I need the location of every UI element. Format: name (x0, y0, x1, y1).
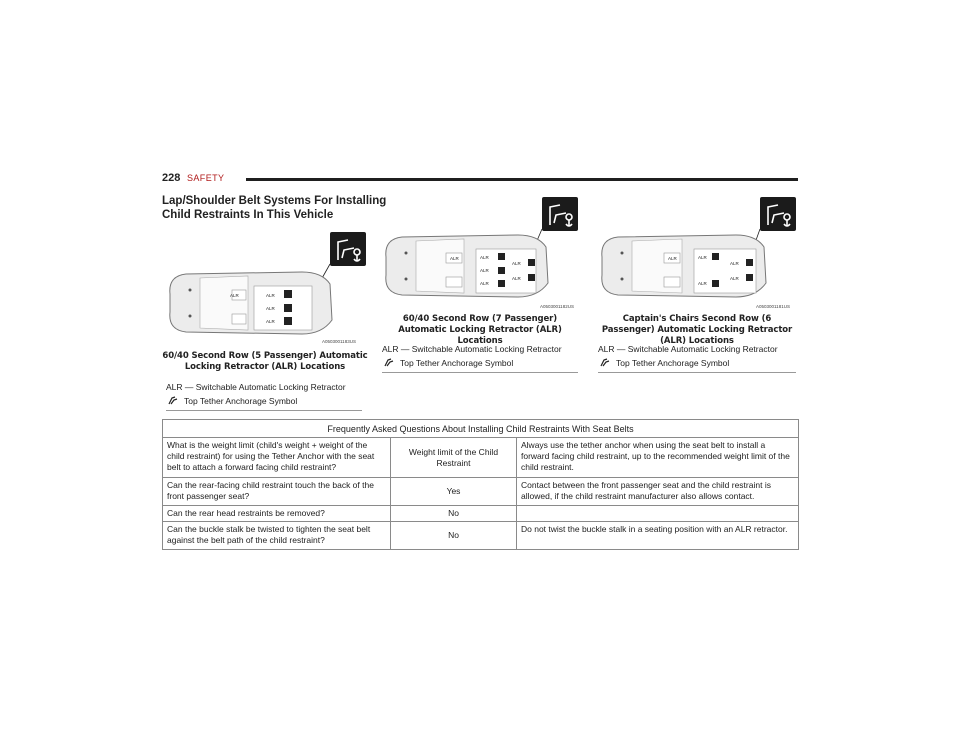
seat-label: ALR (230, 293, 239, 298)
page-header (162, 172, 798, 188)
figure-caption: 60/40 Second Row (5 Passenger) Automatic Locking Retractor (ALR) Locations (162, 351, 368, 372)
header-rule (246, 178, 798, 181)
figure-7-passenger (380, 195, 580, 313)
faq-answer: Yes (391, 478, 517, 506)
faq-answer: No (391, 522, 517, 550)
faq-note: Contact between the front passenger seat and the child restraint is allowed, if the child restraint manufacturer also allows contact. (517, 478, 799, 506)
faq-note: Do not twist the buckle stalk in a seating position with an ALR retractor. (517, 522, 799, 550)
faq-answer: Weight limit of the Child Restraint (391, 438, 517, 478)
car-diagram-5-passenger (162, 228, 368, 346)
figure-legend (382, 342, 578, 373)
figure-5-passenger (162, 228, 368, 346)
tether-symbol-icon (168, 396, 179, 405)
legend-tether-row (166, 394, 362, 408)
legend-divider (598, 372, 796, 373)
seat-label: ALR (450, 256, 459, 261)
figure-code: A0503001181US (756, 304, 790, 309)
section-name: SAFETY (187, 173, 225, 183)
legend-divider (166, 410, 362, 411)
figure-6-passenger (596, 195, 798, 313)
figure-caption: 60/40 Second Row (7 Passenger) Automatic Locking Retractor (ALR) Locations (398, 314, 562, 346)
faq-question: Can the rear head restraints be removed? (163, 506, 391, 522)
figure-code: A0503001183US (322, 339, 356, 344)
seat-label: ALR (512, 261, 521, 266)
legend-divider (382, 372, 578, 373)
legend-alr: ALR — Switchable Automatic Locking Retractor (166, 382, 346, 392)
figure-legend (166, 380, 362, 411)
faq-answer: No (391, 506, 517, 522)
seat-label: ALR (668, 256, 677, 261)
table-row (163, 522, 799, 550)
figure-caption: Captain's Chairs Second Row (6 Passenger) Automatic Locking Retractor (ALR) Locations (601, 314, 793, 346)
table-row (163, 506, 799, 522)
tether-symbol-icon (600, 358, 611, 367)
seat-label: ALR (698, 281, 707, 286)
seat-label: ALR (266, 293, 275, 298)
table-row (163, 438, 799, 478)
page-number: 228 (162, 172, 181, 184)
legend-alr: ALR — Switchable Automatic Locking Retractor (382, 344, 562, 354)
seat-label: ALR (480, 268, 489, 273)
seat-label: ALR (480, 255, 489, 260)
seat-label: ALR (512, 276, 521, 281)
faq-table-title: Frequently Asked Questions About Installing Child Restraints With Seat Belts (163, 420, 799, 438)
tether-symbol-icon (384, 358, 395, 367)
faq-note (517, 506, 799, 522)
table-row (163, 478, 799, 506)
seat-label: ALR (698, 255, 707, 260)
legend-tether-label: Top Tether Anchorage Symbol (400, 358, 514, 368)
seat-label: ALR (480, 281, 489, 286)
faq-note: Always use the tether anchor when using the seat belt to install a forward facing child restraint, up to the recommended weight limit of the child restraint. (517, 438, 799, 478)
section-title: Lap/Shoulder Belt Systems For Installing Child Restraints In This Vehicle (162, 195, 387, 221)
figure-code: A0503001182US (540, 304, 574, 309)
legend-tether-label: Top Tether Anchorage Symbol (616, 358, 730, 368)
faq-table (162, 419, 799, 550)
seat-label: ALR (266, 319, 275, 324)
legend-tether-row (382, 356, 578, 370)
car-diagram-6-passenger (596, 195, 798, 313)
legend-tether-row (598, 356, 796, 370)
faq-question: Can the rear-facing child restraint touch the back of the front passenger seat? (163, 478, 391, 506)
car-diagram-7-passenger (380, 195, 580, 313)
legend-tether-label: Top Tether Anchorage Symbol (184, 396, 298, 406)
seat-label: ALR (730, 261, 739, 266)
seat-label: ALR (730, 276, 739, 281)
faq-question: Can the buckle stalk be twisted to tighten the seat belt against the belt path of the child restraint? (163, 522, 391, 550)
seat-label: ALR (266, 306, 275, 311)
figure-legend (598, 342, 796, 373)
legend-alr: ALR — Switchable Automatic Locking Retractor (598, 344, 778, 354)
faq-question: What is the weight limit (child's weight + weight of the child restraint) for using the Tether Anchor with the seat belt to attach a forward facing child restraint? (163, 438, 391, 478)
